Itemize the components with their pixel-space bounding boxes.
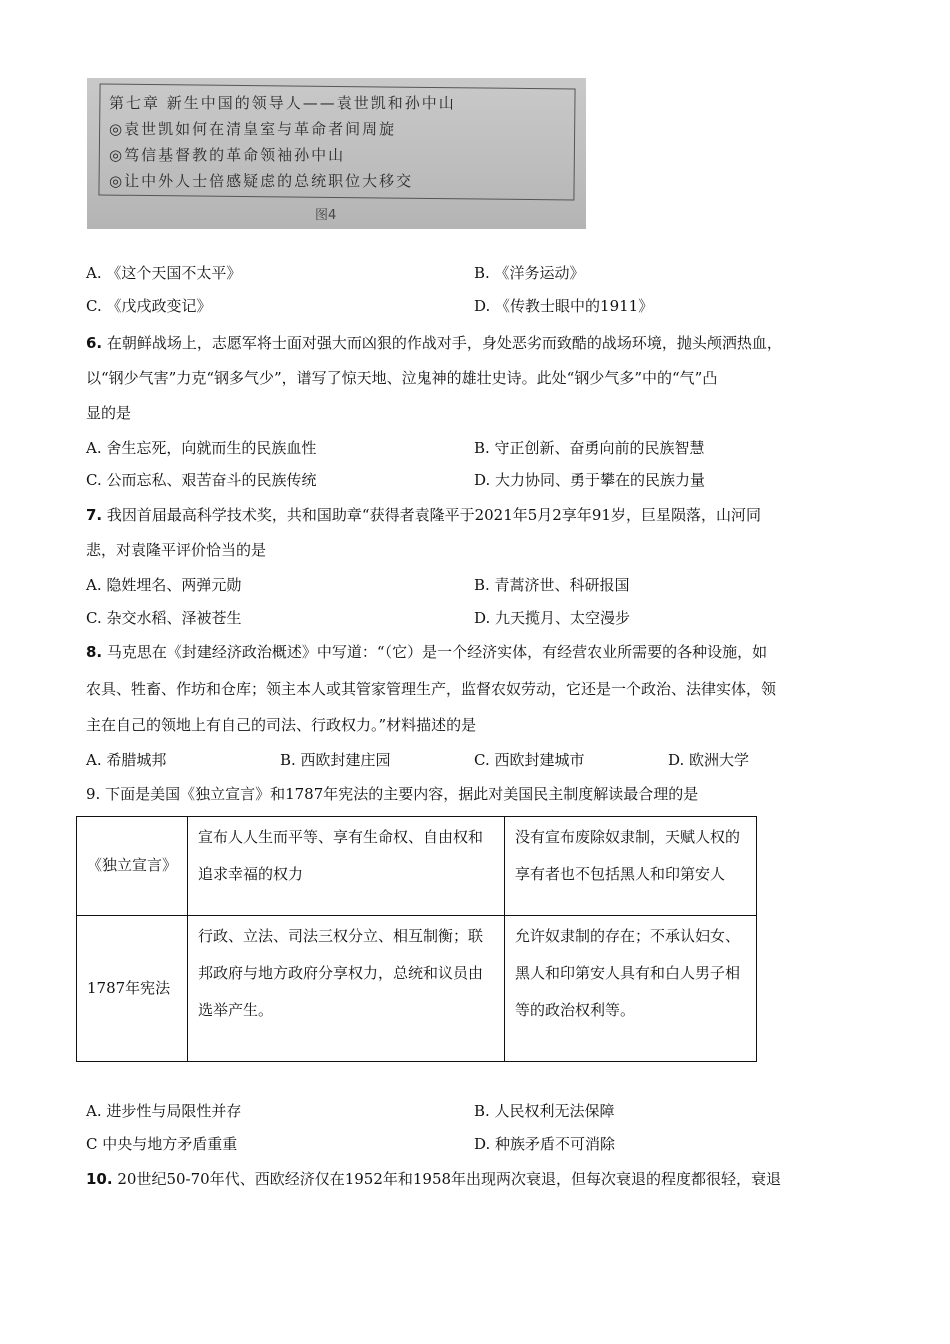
q6-stem-line-3: 显的是 [86, 404, 132, 422]
q10-stem-line-1 [86, 1169, 781, 1189]
table-row [77, 915, 757, 1061]
q9-number: 9. [86, 785, 101, 803]
q9-option-a: A. 进步性与局限性并存 [86, 1102, 242, 1120]
q7-option-d: D. 九天揽月、太空漫步 [474, 609, 631, 627]
q8-number: 8. [86, 643, 103, 661]
q6-option-b: B. 守正创新、奋勇向前的民族智慧 [474, 439, 705, 457]
q10-number: 10. [86, 1170, 113, 1188]
q8-option-a: A. 希腊城邦 [86, 751, 167, 769]
q7-stem-line-1 [86, 505, 761, 525]
figure-caption: 图4 [315, 208, 337, 223]
q10-text-1: 20世纪50-70年代、西欧经济仅在1952年和1958年出现两次衰退，但每次衰退的程度都很轻，衰退 [117, 1170, 782, 1188]
q8-stem-line-1 [86, 642, 767, 662]
q8-stem-line-2: 农具、牲畜、作坊和仓库；领主本人或其管家管理生产，监督农奴劳动，它还是一个政治、法律实体，领 [86, 680, 777, 698]
table-cell-declaration-content: 宣布人人生而平等、享有生命权、自由权和追求幸福的权力 [188, 817, 505, 916]
table-row [77, 817, 757, 916]
q7-number: 7. [86, 506, 103, 524]
q6-option-c: C. 公而忘私、艰苦奋斗的民族传统 [86, 471, 317, 489]
catalogue-line-2: ◎袁世凯如何在清皇室与革命者间周旋 [109, 120, 397, 138]
q7-text-1: 我因首届最高科学技术奖，共和国助章“获得者袁隆平于2021年5月2享年91岁，巨星陨落，山河同 [106, 506, 761, 524]
table-cell-declaration-limit: 没有宣布废除奴隶制，天赋人权的享有者也不包括黑人和印第安人 [505, 817, 757, 916]
q6-stem-line-2: 以“钢少气害”力克“钢多气少”，谱写了惊天地、泣鬼神的雄壮史诗。此处“钢少气多”中的“气”凸 [86, 369, 718, 387]
q8-stem-line-3: 主在自己的领地上有自己的司法、行政权力。”材料描述的是 [86, 716, 477, 734]
q7-option-b: B. 青蒿济世、科研报国 [474, 576, 630, 594]
q9-text-1: 下面是美国《独立宣言》和1787年宪法的主要内容，据此对美国民主制度解读最合理的是 [105, 785, 699, 803]
q6-number: 6. [86, 334, 103, 352]
q5-option-c: C. 《戊戌政变记》 [86, 297, 212, 315]
catalogue-photo [87, 78, 586, 229]
q9-stem-line-1 [86, 784, 698, 804]
catalogue-line-3: ◎笃信基督教的革命领袖孙中山 [109, 146, 346, 164]
q9-option-c: C 中央与地方矛盾重重 [86, 1135, 238, 1153]
q5-option-a: A. 《这个天国不太平》 [86, 264, 242, 282]
q9-option-d: D. 种族矛盾不可消除 [474, 1135, 616, 1153]
q9-option-b: B. 人民权利无法保障 [474, 1102, 615, 1120]
catalogue-line-4: ◎让中外人士倍感疑虑的总统职位大移交 [109, 172, 414, 190]
q8-option-b: B. 西欧封建庄园 [280, 751, 391, 769]
q7-stem-line-2: 悲，对袁隆平评价恰当的是 [86, 541, 267, 559]
q5-option-b: B. 《洋务运动》 [474, 264, 585, 282]
catalogue-line-1: 第七章 新生中国的领导人——袁世凯和孙中山 [109, 94, 456, 112]
q6-stem-line-1 [86, 333, 782, 353]
comparison-table [76, 816, 757, 1062]
q8-text-1: 马克思在《封建经济政治概述》中写道：“（它）是一个经济实体，有经营农业所需要的各种设施，如 [106, 643, 768, 661]
q5-option-d: D. 《传教士眼中的1911》 [474, 297, 654, 315]
table-cell-constitution-content: 行政、立法、司法三权分立、相互制衡；联邦政府与地方政府分享权力，总统和议员由选举产生。 [188, 915, 505, 1061]
q6-text-1: 在朝鲜战场上，志愿军将士面对强大而凶狠的作战对手，身处恶劣而致酷的战场环境，抛头颅洒热血， [106, 334, 782, 352]
table-cell-constitution-title: 1787年宪法 [77, 915, 188, 1061]
q8-option-c: C. 西欧封建城市 [474, 751, 585, 769]
q6-option-d: D. 大力协同、勇于攀在的民族力量 [474, 471, 706, 489]
table-cell-constitution-limit: 允许奴隶制的存在；不承认妇女、黑人和印第安人具有和白人男子相等的政治权利等。 [505, 915, 757, 1061]
q8-option-d: D. 欧洲大学 [668, 751, 750, 769]
q7-option-a: A. 隐姓埋名、两弹元勋 [86, 576, 242, 594]
q6-option-a: A. 舍生忘死，向就而生的民族血性 [86, 439, 317, 457]
q7-option-c: C. 杂交水稻、泽被苍生 [86, 609, 242, 627]
table-cell-declaration-title: 《独立宣言》 [77, 817, 188, 916]
